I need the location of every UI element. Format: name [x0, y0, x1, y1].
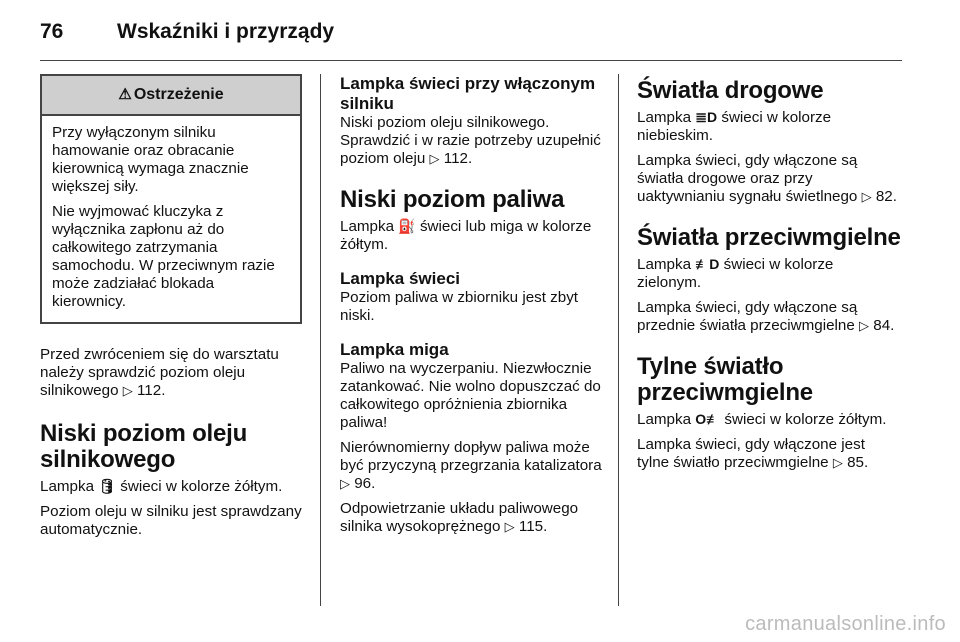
column-left — [40, 74, 304, 546]
warning-triangle-icon: ⚠ — [118, 86, 132, 103]
ref-arrow-icon: ▷ — [861, 189, 872, 204]
section-heading: Światła drogowe — [637, 77, 824, 104]
warning-header — [42, 76, 300, 116]
paragraph — [637, 436, 901, 472]
column-divider — [320, 74, 321, 606]
page-ref[interactable]: 112. — [443, 150, 473, 167]
header-divider — [40, 60, 902, 61]
column-middle — [340, 74, 604, 543]
ref-arrow-icon: ▷ — [340, 476, 350, 491]
section-subheading: Lampka świeci — [340, 269, 461, 288]
ref-arrow-icon: ▷ — [832, 455, 843, 470]
paragraph — [637, 152, 901, 206]
ref-arrow-icon: ▷ — [504, 519, 515, 534]
paragraph-text: świeci w kolorze niebieskim. — [637, 109, 832, 144]
page-ref[interactable]: 85. — [847, 454, 869, 471]
paragraph-text: Lampka świeci, gdy włączone jest tylne światło przeciwmgielne — [637, 436, 865, 471]
page-number: 76 — [40, 20, 64, 43]
paragraph-text: Niski poziom oleju silnikowego. Sprawdzić i w razie potrzeby uzupełnić poziom oleju — [340, 114, 601, 167]
paragraph-text: Lampka — [637, 109, 692, 126]
page-ref[interactable]: 115. — [518, 518, 548, 535]
oil-can-icon: 🛢 — [98, 478, 117, 494]
paragraph — [637, 410, 901, 429]
paragraph — [340, 114, 604, 168]
page-ref[interactable]: 112. — [136, 382, 166, 399]
section-heading: Tylne światło przeciwmgielne — [637, 353, 813, 406]
watermark: carmanualsonline.info — [745, 613, 946, 635]
page-ref[interactable]: 82. — [875, 188, 897, 205]
column-divider — [618, 74, 619, 606]
warning-title: Ostrzeżenie — [133, 86, 224, 103]
paragraph-text: Lampka świeci, gdy włączone są przednie światła przeciwmgielne — [637, 299, 858, 334]
paragraph-text: Lampka — [637, 256, 692, 273]
paragraph: Paliwo na wyczerpaniu. Niezwłocznie zatankować. Nie wolno dopuszczać do całkowitego opróżnienia zbiornika paliwa! — [340, 360, 601, 431]
paragraph-text: Lampka — [40, 478, 95, 495]
paragraph — [637, 299, 901, 335]
section-subheading: Lampka świeci przy włączonym silniku — [340, 74, 596, 113]
page-ref[interactable]: 96. — [354, 475, 376, 492]
high-beam-icon: ≣D — [695, 109, 718, 125]
paragraph — [340, 500, 604, 536]
paragraph-text: świeci w kolorze żółtym. — [724, 411, 887, 428]
warning-box — [40, 74, 302, 324]
warning-body — [42, 116, 300, 322]
paragraph-text: Przed zwróceniem się do warsztatu należy sprawdzić poziom oleju silnikowego — [40, 346, 279, 399]
paragraph-text: świeci w kolorze żółtym. — [120, 478, 283, 495]
warning-text: Nie wyjmować kluczyka z wyłącznika zapłonu aż do całkowitego zatrzymania samochodu. W przeciwnym razie może zadziałać blokada kierownicy. — [52, 203, 275, 310]
ref-arrow-icon: ▷ — [429, 151, 440, 166]
section-heading: Niski poziom paliwa — [340, 186, 565, 213]
paragraph-text: Lampka — [637, 411, 692, 428]
fuel-pump-icon: ⛽ — [398, 218, 416, 234]
warning-text: Przy wyłączonym silniku hamowanie oraz obracanie kierownicą wymaga znacznie większej siły. — [52, 124, 249, 195]
section-subheading: Lampka miga — [340, 340, 449, 359]
paragraph — [40, 346, 304, 400]
paragraph-text: świeci w kolorze zielonym. — [637, 256, 834, 291]
page-title: Wskaźniki i przyrządy — [117, 20, 335, 43]
paragraph — [637, 255, 901, 292]
ref-arrow-icon: ▷ — [859, 318, 870, 333]
paragraph — [340, 217, 604, 254]
rear-fog-icon: O≢ — [695, 411, 721, 427]
paragraph-text: Lampka — [340, 218, 395, 235]
paragraph — [340, 439, 604, 493]
paragraph — [40, 477, 304, 496]
section-heading: Niski poziom oleju silnikowego — [40, 420, 248, 473]
paragraph-text: Nierównomierny dopływ paliwa może być przyczyną przegrzania katalizatora — [340, 439, 602, 474]
paragraph: Poziom paliwa w zbiorniku jest zbyt niski. — [340, 289, 579, 324]
paragraph: Poziom oleju w silniku jest sprawdzany automatycznie. — [40, 503, 302, 538]
paragraph-text: świeci lub miga w kolorze żółtym. — [340, 218, 592, 253]
column-right — [637, 74, 901, 479]
front-fog-icon: ≢D — [695, 256, 720, 272]
section-heading: Światła przeciwmgielne — [637, 224, 901, 251]
page-ref[interactable]: 84. — [873, 317, 895, 334]
paragraph-text: Odpowietrzanie układu paliwowego silnika wysokoprężnego — [340, 500, 579, 535]
paragraph-text: Lampka świeci, gdy włączone są światła drogowe oraz przy uaktywnianiu sygnału świetlnego — [637, 152, 858, 205]
ref-arrow-icon: ▷ — [122, 383, 133, 398]
paragraph — [637, 108, 901, 145]
